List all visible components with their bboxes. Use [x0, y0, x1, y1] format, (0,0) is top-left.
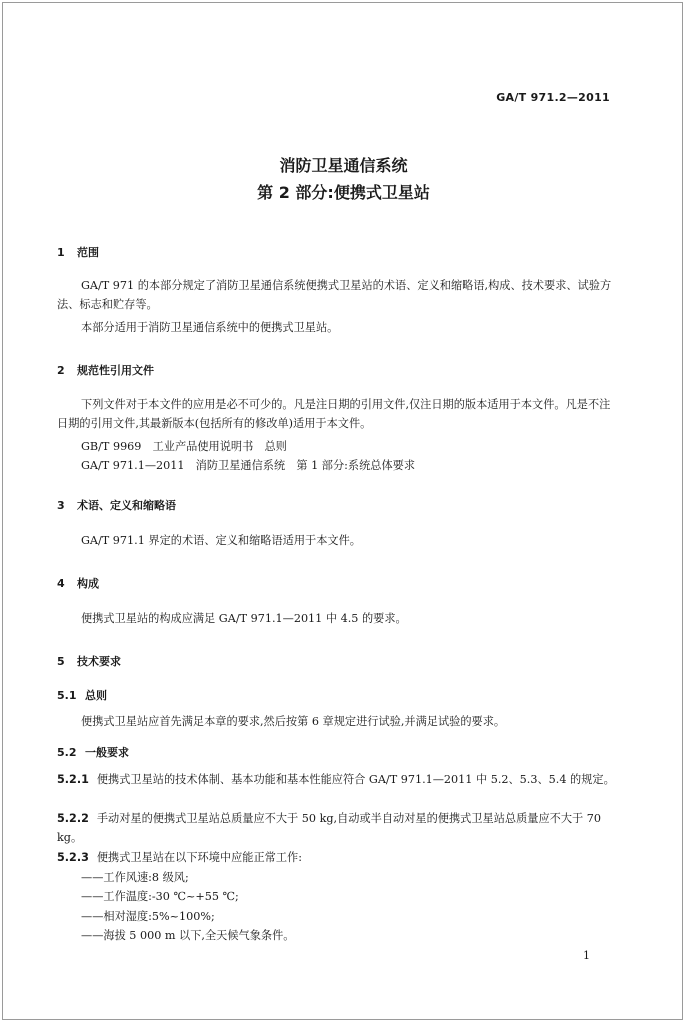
- section-1-paragraph-1: GA/T 971 的本部分规定了消防卫星通信系统便携式卫星站的术语、定义和缩略语,构成、技术要求、试验方法、标志和贮存等。: [57, 279, 612, 311]
- section-title: 技术要求: [77, 655, 121, 668]
- section-3-heading: [57, 497, 176, 513]
- section-3-paragraph-1: GA/T 971.1 界定的术语、定义和缩略语适用于本文件。: [81, 534, 361, 547]
- section-number: 5.2: [57, 746, 77, 759]
- list-item: ——海拔 5 000 m 以下,全天候气象条件。: [81, 929, 295, 942]
- clause-number: 5.2.1: [57, 773, 89, 786]
- document-title-line1: 消防卫星通信系统: [279, 156, 408, 175]
- section-title: 一般要求: [85, 746, 129, 759]
- section-2-heading: [57, 362, 154, 378]
- section-title: 范围: [77, 246, 99, 259]
- section-4-paragraph-1: 便携式卫星站的构成应满足 GA/T 971.1—2011 中 4.5 的要求。: [81, 612, 407, 625]
- list-item: ——工作温度:-30 ℃~+55 ℃;: [81, 890, 239, 903]
- section-number: 5: [57, 655, 65, 668]
- clause-text: 便携式卫星站在以下环境中应能正常工作:: [96, 851, 303, 864]
- section-4-heading: [57, 575, 99, 591]
- document-title-line2: 第 2 部分:便携式卫星站: [257, 183, 430, 202]
- section-number: 4: [57, 577, 65, 590]
- document-page: [2, 2, 683, 1020]
- section-1-paragraph-2: 本部分适用于消防卫星通信系统中的便携式卫星站。: [81, 321, 339, 334]
- reference-1: GB/T 9969 工业产品使用说明书 总则: [81, 440, 287, 453]
- section-1-heading: [57, 244, 99, 260]
- reference-2: GA/T 971.1—2011 消防卫星通信系统 第 1 部分:系统总体要求: [81, 459, 416, 472]
- clause-number: 5.2.3: [57, 851, 89, 864]
- section-title: 术语、定义和缩略语: [77, 499, 176, 512]
- list-item: ——相对湿度:5%~100%;: [81, 910, 215, 923]
- clause-text: 便携式卫星站的技术体制、基本功能和基本性能应符合 GA/T 971.1—2011 中 5.2、5.3、5.4 的规定。: [96, 773, 615, 786]
- list-item: ——工作风速:8 级风;: [81, 871, 189, 884]
- standard-code: GA/T 971.2—2011: [496, 91, 610, 104]
- section-number: 1: [57, 246, 65, 259]
- clause-text: 手动对星的便携式卫星站总质量应不大于 50 kg,自动或半自动对星的便携式卫星站总质量应不大于 70 kg。: [57, 812, 601, 844]
- clause-5-2-2: [57, 810, 617, 847]
- section-title: 规范性引用文件: [77, 364, 154, 377]
- section-title: 构成: [77, 577, 99, 590]
- clause-number: 5.2.2: [57, 812, 89, 825]
- section-2-paragraph-1: 下列文件对于本文件的应用是必不可少的。凡是注日期的引用文件,仅注日期的版本适用于本文件。凡是不注日期的引用文件,其最新版本(包括所有的修改单)适用于本文件。: [57, 398, 611, 430]
- section-5-heading: [57, 653, 121, 669]
- section-title: 总则: [85, 689, 107, 702]
- section-5-2-heading: [57, 744, 129, 760]
- section-number: 5.1: [57, 689, 77, 702]
- section-number: 2: [57, 364, 65, 377]
- page-number: 1: [583, 949, 590, 962]
- section-5-1-heading: [57, 687, 107, 703]
- section-number: 3: [57, 499, 65, 512]
- clause-5-2-3: [57, 849, 617, 868]
- clause-5-2-1: [57, 771, 617, 790]
- section-5-1-paragraph-1: 便携式卫星站应首先满足本章的要求,然后按第 6 章规定进行试验,并满足试验的要求。: [81, 715, 506, 728]
